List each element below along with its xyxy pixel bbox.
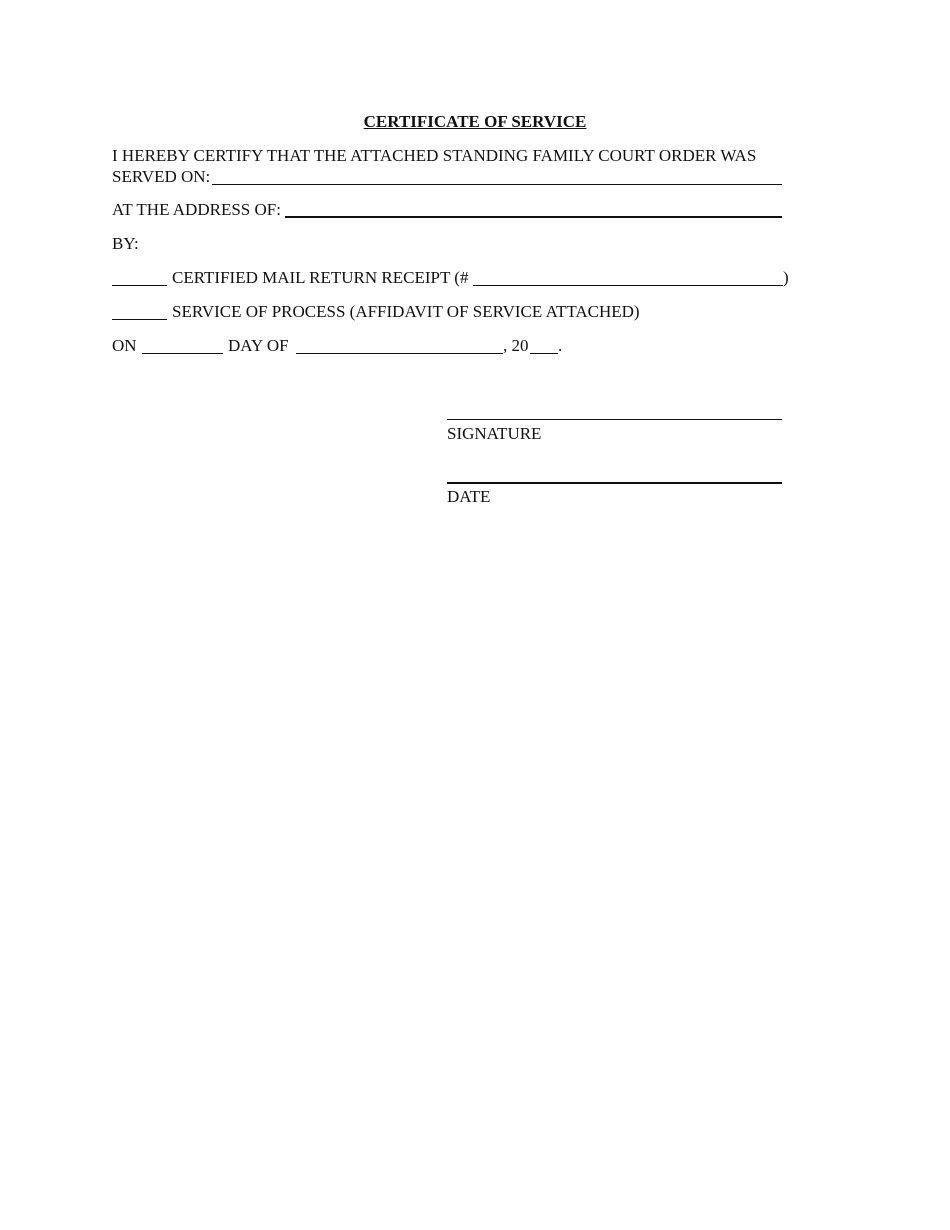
signature-line[interactable] <box>447 419 782 420</box>
address-label: AT THE ADDRESS OF: <box>112 200 281 219</box>
certified-mail-check-blank[interactable] <box>112 285 167 286</box>
day-blank[interactable] <box>142 353 223 354</box>
signature-label: SIGNATURE <box>447 424 542 443</box>
by-label: BY: <box>112 234 139 253</box>
day-of-label: DAY OF <box>228 336 289 355</box>
certified-mail-close: ) <box>783 268 789 287</box>
certified-mail-label: CERTIFIED MAIL RETURN RECEIPT (# <box>172 268 469 287</box>
on-label: ON <box>112 336 137 355</box>
certify-statement: I HEREBY CERTIFY THAT THE ATTACHED STANDING FAMILY COURT ORDER WAS <box>112 146 757 165</box>
year-prefix: , 20 <box>503 336 529 355</box>
service-process-check-blank[interactable] <box>112 319 167 320</box>
month-blank[interactable] <box>296 353 503 354</box>
served-on-blank[interactable] <box>212 184 782 185</box>
address-blank[interactable] <box>285 216 782 218</box>
document-title: CERTIFICATE OF SERVICE <box>363 112 587 131</box>
receipt-number-blank[interactable] <box>473 285 783 286</box>
date-period: . <box>558 336 563 355</box>
date-line[interactable] <box>447 482 782 484</box>
served-on-label: SERVED ON: <box>112 167 211 186</box>
year-blank[interactable] <box>530 353 558 354</box>
date-label: DATE <box>447 487 491 506</box>
service-process-label: SERVICE OF PROCESS (AFFIDAVIT OF SERVICE ATTACHED) <box>172 302 640 321</box>
